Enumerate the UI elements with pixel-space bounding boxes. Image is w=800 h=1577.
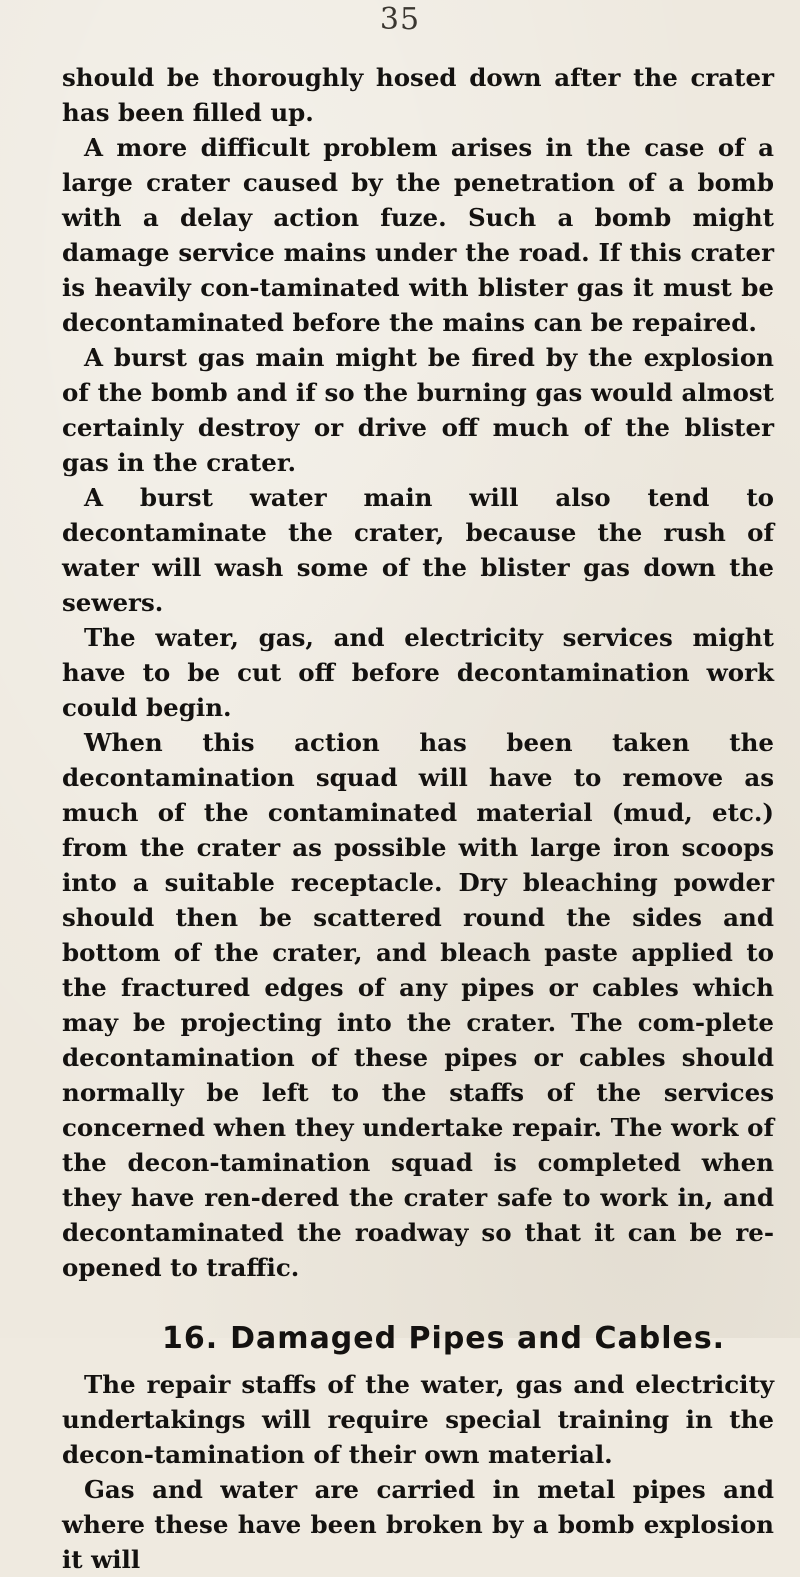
paragraph-repair-staffs: The repair staffs of the water, gas and electricity undertakings will require special training in the decon-tamination of their own material. <box>62 1370 774 1469</box>
paragraph-crater-problem: A more difficult problem arises in the case of a large crater caused by the penetration of a bomb with a delay action fuze. Such a bomb might damage service mains under the road. If this crater is heavily con-taminated with blister gas it must be decontaminated before the mains can be repaired. <box>62 133 774 337</box>
section-title: Damaged Pipes and Cables. <box>230 1321 726 1356</box>
paragraph-continuation: should be thoroughly hosed down after the crater has been filled up. <box>62 63 774 127</box>
paragraph-burst-water-main: A burst water main will also tend to decontaminate the crater, because the rush of water will wash some of the blister gas down the sewers. <box>62 483 774 617</box>
section-number: 16. <box>162 1321 219 1356</box>
page-number: 35 <box>379 2 421 37</box>
page-body <box>62 60 774 1577</box>
paragraph-metal-pipes: Gas and water are carried in metal pipes and where these have been broken by a bomb explosion it will <box>62 1475 774 1574</box>
paragraph-decontamination-squad: When this action has been taken the decontamination squad will have to remove as much of the contaminated material (mud, etc.) from the crater as possible with large iron scoops into a suitable receptacle. Dry bleaching powder should then be scattered round the sides and bottom of the crater, and bleach paste applied to the fractured edges of any pipes or cables which may be projecting into the crater. The com-plete decontamination of these pipes or cables should normally be left to the staffs of the services concerned when they undertake repair. The work of the decon-tamination squad is completed when they have ren-dered the crater safe to work in, and decontaminated the roadway so that it can be re-opened to traffic. <box>62 728 774 1282</box>
paragraph-services-cut-off: The water, gas, and electricity services might have to be cut off before decontamination work could begin. <box>62 623 774 722</box>
section-heading <box>62 1319 774 1359</box>
paragraph-burst-gas-main: A burst gas main might be fired by the explosion of the bomb and if so the burning gas would almost certainly destroy or drive off much of the blister gas in the crater. <box>62 343 774 477</box>
